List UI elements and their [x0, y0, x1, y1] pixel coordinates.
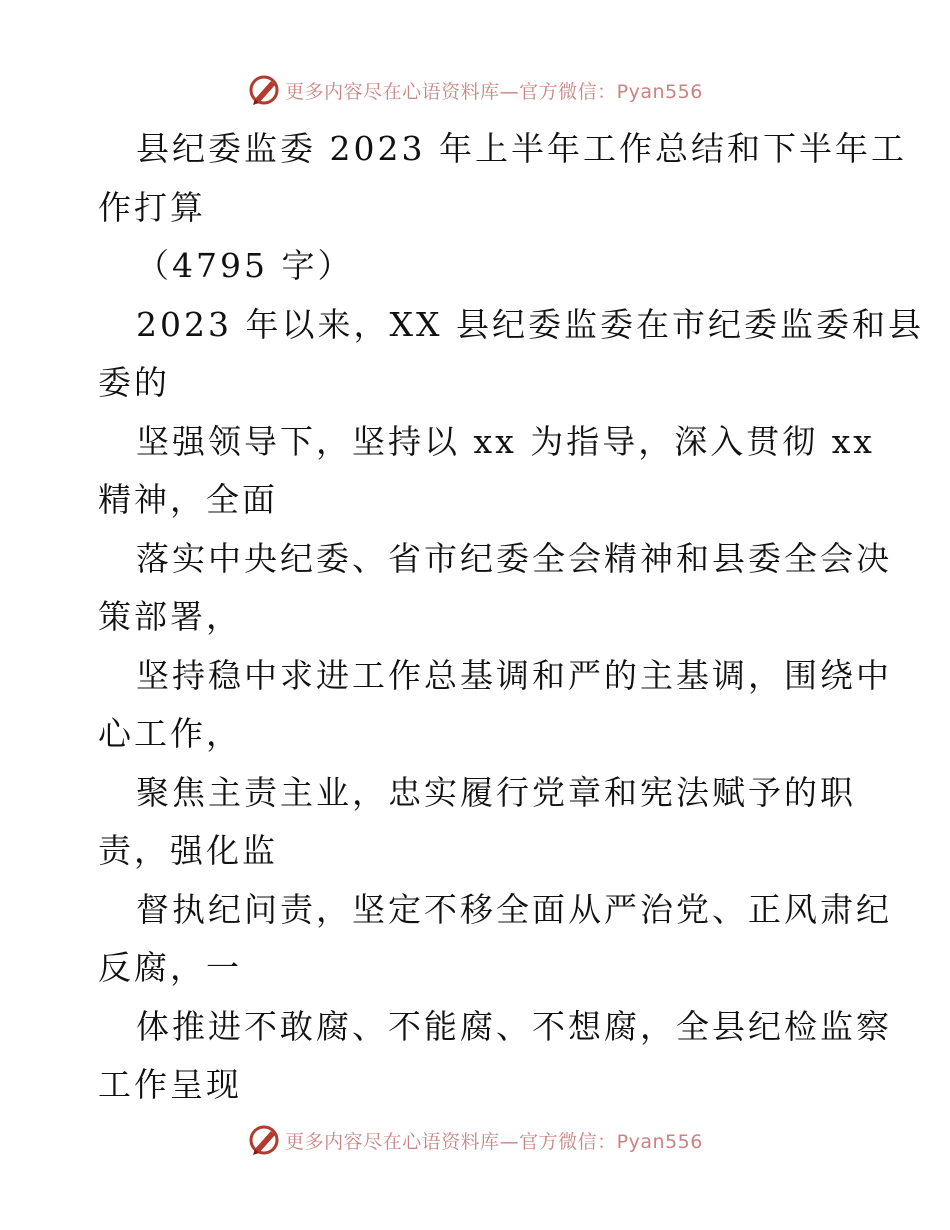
- body-line: 委的: [98, 363, 170, 402]
- pen-logo-icon: [247, 73, 281, 107]
- body-line: 策部署，: [98, 597, 242, 636]
- body-line: 体推进不敢腐、不能腐、不想腐，全县纪检监察: [136, 1006, 892, 1046]
- watermark-text: 更多内容尽在心语资料库—官方微信：Pyan556: [285, 1130, 703, 1153]
- pen-logo-icon: [247, 1123, 281, 1157]
- body-line: 督执纪问责，坚定不移全面从严治党、正风肃纪: [136, 889, 892, 929]
- watermark-text: 更多内容尽在心语资料库—官方微信：Pyan556: [285, 80, 703, 103]
- body-line: 2023 年以来，XX 县纪委监委在市纪委监委和县: [136, 304, 924, 344]
- body-line: 坚持稳中求进工作总基调和严的主基调，围绕中: [136, 655, 892, 695]
- body-line: 责，强化监: [98, 831, 278, 870]
- body-line: 坚强领导下，坚持以 xx 为指导，深入贯彻 xx: [136, 421, 875, 461]
- body-line: 聚焦主责主业，忠实履行党章和宪法赋予的职: [136, 772, 856, 812]
- word-count: （4795 字）: [136, 246, 354, 285]
- body-line: 落实中央纪委、省市纪委全会精神和县委全会决: [136, 538, 892, 578]
- title-line-1: 县纪委监委 2023 年上半年工作总结和下半年工: [136, 129, 907, 168]
- watermark-footer: [0, 1120, 950, 1160]
- body-line: 工作呈现: [98, 1065, 242, 1104]
- body-line: 心工作，: [98, 714, 242, 753]
- title-line-2: 作打算: [98, 187, 206, 227]
- watermark-header: [0, 70, 950, 110]
- body-line: 精神，全面: [98, 480, 278, 519]
- body-line: 反腐，一: [98, 948, 242, 987]
- document-body: [98, 120, 924, 1115]
